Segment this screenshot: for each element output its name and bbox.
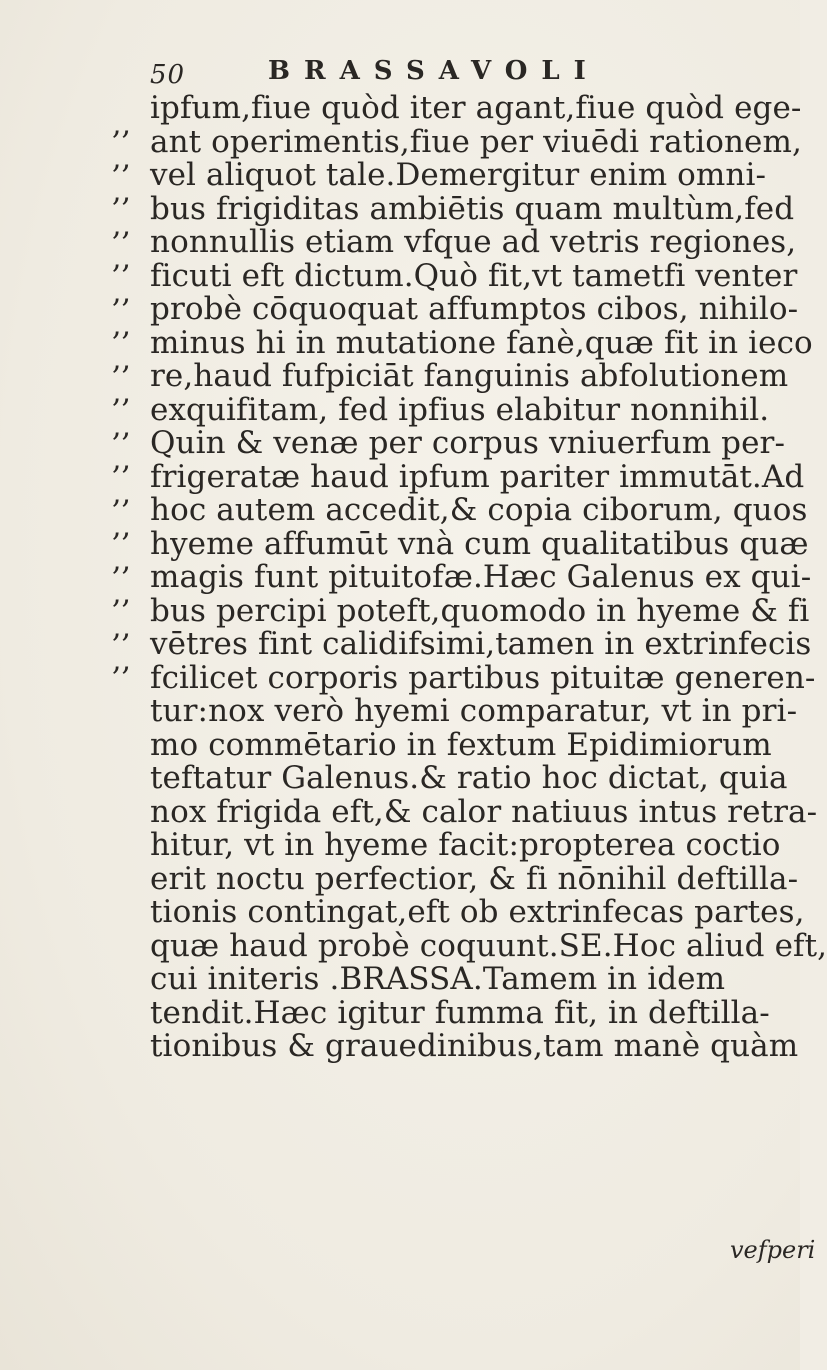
quote-mark: ,, <box>112 174 132 209</box>
text-line: tionibus & grauedinibus,tam manè quàm <box>150 1028 799 1064</box>
text-line: teftatur Galenus.& ratio hoc dictat, quia <box>150 760 788 796</box>
quote-mark: ,, <box>112 308 132 343</box>
text-line: ipfum,fiue quòd iter agant,fiue quòd ege- <box>150 90 802 126</box>
quote-mark: ,, <box>112 341 132 377</box>
quote-mark: ,, <box>112 576 132 611</box>
text-line: minus hi in mutatione fanè,quæ fit in ieco <box>150 324 813 361</box>
text-line: probè cōquoquat affumptos cibos, nihilo- <box>150 291 799 327</box>
quote-mark: ,, <box>112 274 132 310</box>
quote-mark: ,, <box>112 375 132 410</box>
quote-mark: ,, <box>112 107 132 142</box>
text-line: bus frigiditas ambiētis quam multùm,fed <box>150 190 795 227</box>
quote-mark: ,, <box>112 509 132 544</box>
text-line: hitur, vt in hyeme facit:propterea coctio <box>150 827 781 863</box>
quote-mark: ,, <box>112 241 132 276</box>
text-line: tendit.Hæc igitur fumma fit, in deftilla- <box>150 994 770 1031</box>
text-line: re,haud fufpiciāt fanguinis abfolutionem <box>150 358 789 394</box>
text-line: exquifitam, fed ipfius elabitur nonnihil. <box>150 391 770 428</box>
text-line: nox frigida eft,& calor natiuus intus retra- <box>150 793 818 830</box>
text-line: hyeme affumūt vnà cum qualitatibus quæ <box>150 525 809 562</box>
text-line: tur:nox verò hyemi comparatur, vt in pri- <box>150 693 798 729</box>
text-line: vel aliquot tale.Demergitur enim omni- <box>150 157 767 193</box>
text-line: Quin & venæ per corpus vniuerfum per- <box>150 425 786 461</box>
quotation-marks-column <box>112 108 152 678</box>
text-line: vētres fint calidifsimi,tamen in extrinfecis <box>150 626 812 662</box>
page-header <box>0 52 800 92</box>
text-line: quæ haud probè coquunt.SE.Hoc aliud eft, <box>150 927 827 964</box>
text-line: ficuti eft dictum.Quò fit,vt tametfi venter <box>150 257 798 294</box>
quote-mark: ,, <box>112 643 132 678</box>
text-line: erit noctu perfectior, & fi nōnihil deftilla- <box>150 860 799 897</box>
text-line: mo commētario in fextum Epidimiorum <box>150 726 772 763</box>
running-head: BRASSAVOLI <box>268 56 600 86</box>
quote-mark: ,, <box>112 207 132 243</box>
quote-mark: ,, <box>112 475 132 511</box>
quote-mark: ,, <box>112 140 132 176</box>
text-block <box>150 90 827 1064</box>
catchword: vefperi <box>730 1236 816 1264</box>
text-line: hoc autem accedit,& copia ciborum, quos <box>150 492 808 528</box>
text-line: frigeratæ haud ipfum pariter immutāt.Ad <box>150 458 805 495</box>
quote-mark: ,, <box>112 442 132 477</box>
text-line: nonnullis etiam vfque ad vetris regiones, <box>150 224 797 260</box>
text-line: fcilicet corporis partibus pituitæ generen- <box>150 659 816 696</box>
text-line: tionis contingat,eft ob extrinfecas partes, <box>150 894 805 930</box>
quote-mark: ,, <box>112 408 132 444</box>
page-number: 50 <box>150 60 186 90</box>
text-line: cui initeris .BRASSA.Tamem in idem <box>150 961 726 997</box>
text-line: magis funt pituitofæ.Hæc Galenus ex qui- <box>150 559 812 595</box>
quote-mark: ,, <box>112 609 132 645</box>
quote-mark: ,, <box>112 542 132 578</box>
text-line: bus percipi poteft,quomodo in hyeme & fi <box>150 592 810 629</box>
text-line: ant operimentis,fiue per viuēdi rationem, <box>150 123 802 160</box>
